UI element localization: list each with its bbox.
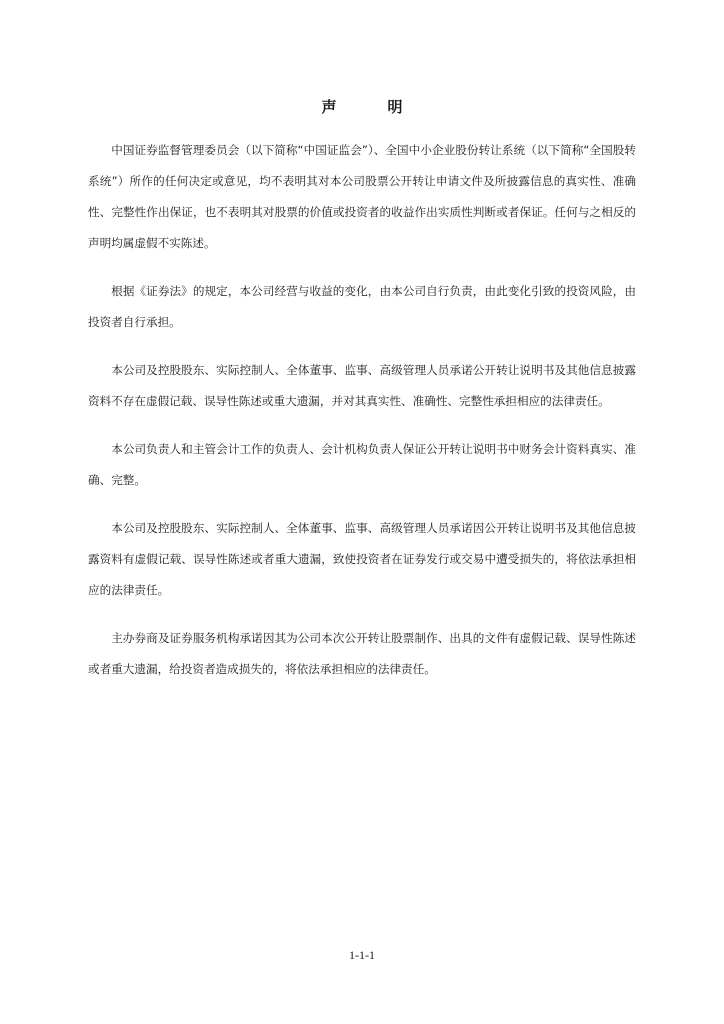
page-title: 声 明 xyxy=(321,98,421,116)
document-body xyxy=(88,135,636,702)
paragraph-regulatory-disclaimer: 中国证券监督管理委员会（以下简称“中国证监会”）、全国中小企业股份转让系统（以下简称“全国股转系统”）所作的任何决定或意见，均不表明其对本公司股票公开转让申请文件及所披露信息的真实性、准确性、完整性作出保证，也不表明其对股票的价值或投资者的收益作出实质性判断或者保证。任何与之相反的声明均属虚假不实陈述。 xyxy=(88,143,636,250)
page-number: 1-1-1 xyxy=(349,948,375,962)
paragraph-investment-risk: 根据《证券法》的规定，本公司经营与收益的变化，由本公司自行负责，由此变化引致的投资风险，由投资者自行承担。 xyxy=(88,284,636,329)
paragraph-financial-assurance: 本公司负责人和主管会计工作的负责人、会计机构负责人保证公开转让说明书中财务会计资料真实、准确、完整。 xyxy=(88,442,636,487)
paragraph-broker-commitment: 主办券商及证券服务机构承诺因其为公司本次公开转让股票制作、出具的文件有虚假记载、误导性陈述或者重大遗漏，给投资者造成损失的，将依法承担相应的法律责任。 xyxy=(88,631,636,676)
paragraph-liability-commitment: 本公司及控股股东、实际控制人、全体董事、监事、高级管理人员承诺因公开转让说明书及其他信息披露资料有虚假记载、误导性陈述或者重大遗漏，致使投资者在证券发行或交易中遭受损失的，将依法承担相应的法律责任。 xyxy=(88,521,636,597)
paragraph-disclosure-commitment: 本公司及控股股东、实际控制人、全体董事、监事、高级管理人员承诺公开转让说明书及其他信息披露资料不存在虚假记载、误导性陈述或重大遗漏，并对其真实性、准确性、完整性承担相应的法律责任。 xyxy=(88,363,636,408)
